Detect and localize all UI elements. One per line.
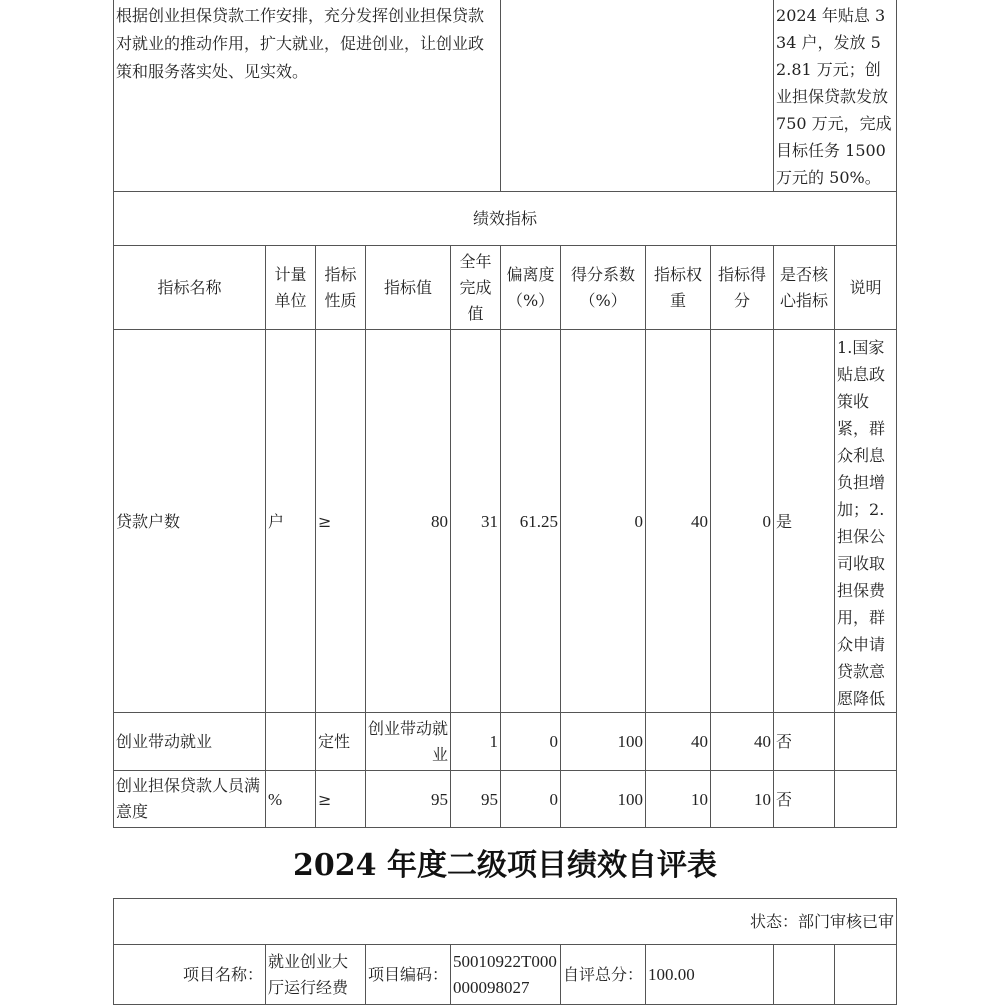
cell-core: 否 (774, 713, 835, 771)
project-row (114, 945, 897, 1005)
cell-deviation: 0 (501, 771, 561, 828)
cell-deviation: 0 (501, 713, 561, 771)
cell-name: 创业带动就业 (114, 713, 266, 771)
cell-name: 贷款户数 (114, 330, 266, 713)
cell-score: 40 (711, 713, 774, 771)
cell-target: 95 (366, 771, 451, 828)
project-name: 就业创业大厅运行经费 (266, 945, 366, 1005)
cell-name: 创业担保贷款人员满意度 (114, 771, 266, 828)
header-score: 指标得分 (711, 246, 774, 330)
header-target: 指标值 (366, 246, 451, 330)
cell-actual: 31 (451, 330, 501, 713)
result-text: 2024 年贴息 334 户，发放 52.81 万元；创业担保贷款发放 750 万元，完成目标任务 1500 万元的 50%。 (774, 0, 897, 192)
project-code: 50010922T000000098027 (451, 945, 561, 1005)
cell-actual: 95 (451, 771, 501, 828)
cell-note (835, 771, 897, 828)
project-name-label: 项目名称： (114, 945, 266, 1005)
cell-nature: 定性 (316, 713, 366, 771)
goal-row (114, 0, 897, 192)
cell-weight: 40 (646, 713, 711, 771)
project-info-table (113, 898, 897, 1005)
header-coef: 得分系数（%） (561, 246, 646, 330)
cell-note: 1.国家贴息政策收紧，群众利息负担增加；2.担保公司收取担保费用，群众申请贷款意愿降低 (835, 330, 897, 713)
cell-target: 80 (366, 330, 451, 713)
cell-target: 创业带动就业 (366, 713, 451, 771)
middle-cell (501, 0, 774, 192)
section-title-row (114, 192, 897, 246)
header-nature: 指标性质 (316, 246, 366, 330)
header-weight: 指标权重 (646, 246, 711, 330)
header-row (114, 246, 897, 330)
empty-cell (774, 945, 835, 1005)
cell-note (835, 713, 897, 771)
goal-text: 根据创业担保贷款工作安排，充分发挥创业担保贷款对就业的推动作用，扩大就业，促进创业，让创业政策和服务落实处、见实效。 (114, 0, 501, 192)
cell-score: 0 (711, 330, 774, 713)
table-row (114, 771, 897, 828)
cell-unit: % (266, 771, 316, 828)
header-actual: 全年完成值 (451, 246, 501, 330)
table-row (114, 713, 897, 771)
cell-coef: 100 (561, 771, 646, 828)
header-unit: 计量单位 (266, 246, 316, 330)
header-deviation: 偏离度（%） (501, 246, 561, 330)
cell-nature: ≥ (316, 330, 366, 713)
cell-deviation: 61.25 (501, 330, 561, 713)
cell-unit (266, 713, 316, 771)
cell-weight: 10 (646, 771, 711, 828)
table-row (114, 330, 897, 713)
cell-coef: 0 (561, 330, 646, 713)
form-title: 2024 年度二级项目绩效自评表 (293, 848, 717, 883)
cell-core: 否 (774, 771, 835, 828)
cell-unit: 户 (266, 330, 316, 713)
status-row (114, 899, 897, 945)
empty-cell (835, 945, 897, 1005)
header-name: 指标名称 (114, 246, 266, 330)
score-label: 自评总分： (561, 945, 646, 1005)
section-title: 绩效指标 (114, 192, 897, 246)
cell-nature: ≥ (316, 771, 366, 828)
header-note: 说明 (835, 246, 897, 330)
cell-score: 10 (711, 771, 774, 828)
score-value: 100.00 (646, 945, 774, 1005)
status-text: 状态：部门审核已审 (114, 899, 897, 945)
header-core: 是否核心指标 (774, 246, 835, 330)
performance-table (113, 0, 897, 828)
cell-weight: 40 (646, 330, 711, 713)
cell-core: 是 (774, 330, 835, 713)
project-code-label: 项目编码： (366, 945, 451, 1005)
cell-coef: 100 (561, 713, 646, 771)
cell-actual: 1 (451, 713, 501, 771)
